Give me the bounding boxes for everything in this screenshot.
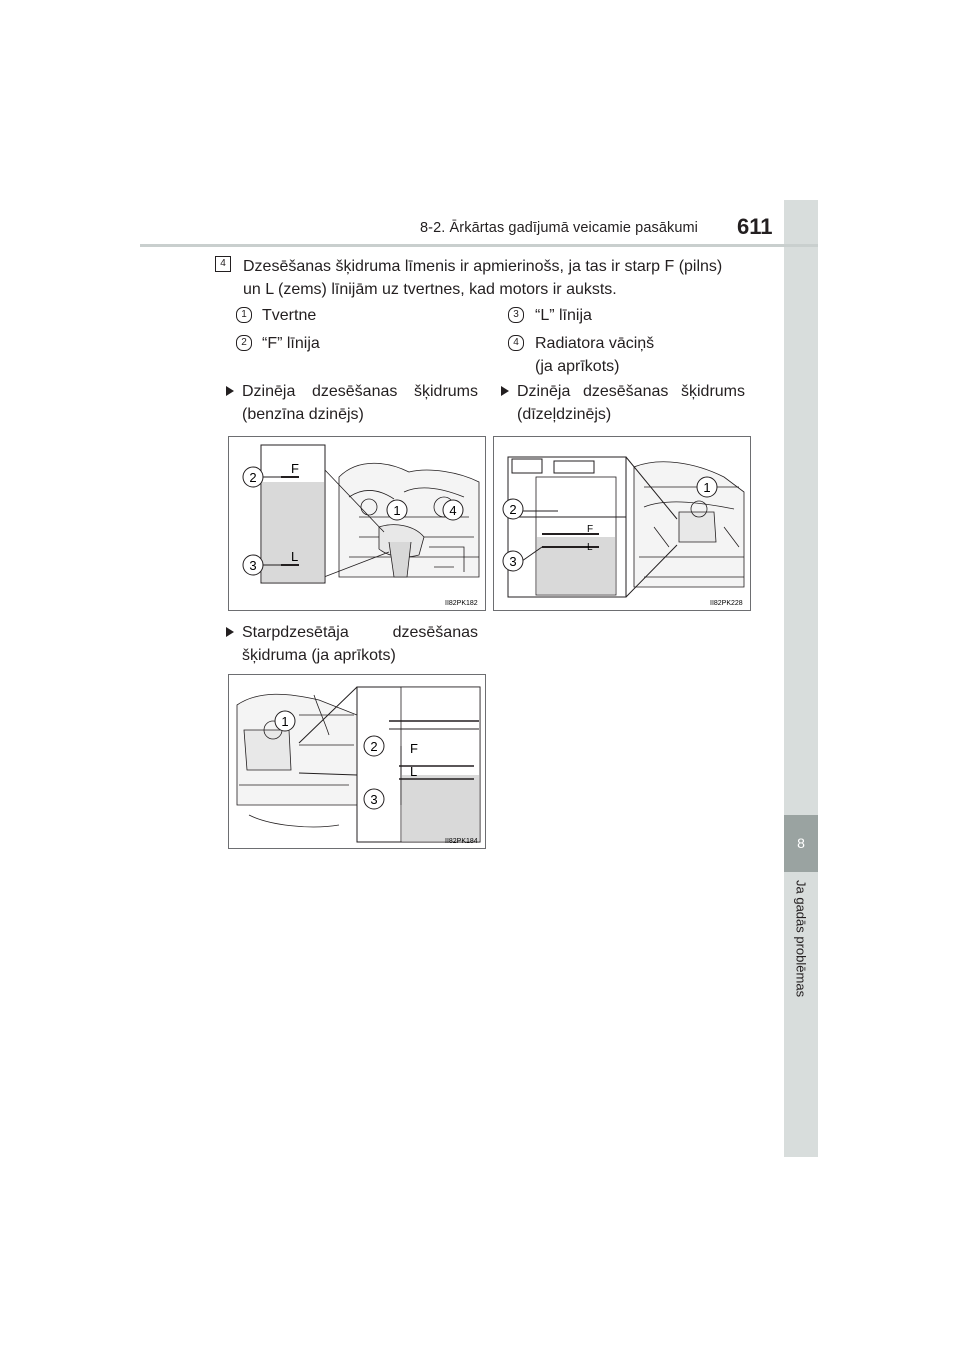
callout-4: 4 [449, 503, 457, 518]
figure-diesel-coolant [493, 436, 751, 611]
legend-number-1: 1 [236, 307, 252, 323]
callout-3: 3 [370, 792, 378, 807]
legend-label-4b: (ja aprīkots) [535, 358, 620, 375]
l-line-label: L [587, 542, 593, 553]
step-number-box: 4 [215, 256, 231, 272]
diesel-heading-line1: Dzinēja dzesēšanas šķidrums [517, 383, 745, 400]
f-line-label: F [410, 741, 418, 756]
callout-2: 2 [370, 739, 378, 754]
legend-label-4a: Radiatora vāciņš [535, 335, 655, 352]
figure-code: II82PK228 [710, 600, 743, 607]
chapter-title [784, 880, 818, 1010]
figure-code: II82PK182 [445, 600, 478, 607]
chapter-title-text: Ja gadās problēmas [793, 880, 809, 998]
legend-label-1: Tvertne [262, 307, 317, 324]
callout-2: 2 [249, 470, 257, 485]
figure-petrol-coolant [228, 436, 486, 611]
step-text-line2: un L (zems) līnijām uz tvertnes, kad motors ir auksts. [243, 281, 617, 298]
legend-number-4: 4 [508, 335, 524, 351]
bullet-arrow-icon [226, 386, 234, 396]
f-line-label: F [291, 461, 299, 476]
diesel-engine-illustration [494, 437, 750, 610]
chapter-side-tab [784, 200, 818, 1157]
legend-label-2: “F” līnija [262, 335, 320, 352]
intercooler-heading-line1: Starpdzesētāja dzesēšanas [242, 624, 478, 641]
legend-number-2: 2 [236, 335, 252, 351]
bullet-arrow-icon [501, 386, 509, 396]
figure-intercooler-coolant [228, 674, 486, 849]
l-line-label: L [410, 764, 418, 779]
callout-1: 1 [703, 480, 711, 495]
page-number: 611 [737, 214, 773, 239]
intercooler-heading-line2: šķidruma (ja aprīkots) [242, 647, 396, 664]
l-line-label: L [291, 549, 299, 564]
callout-3: 3 [249, 558, 257, 573]
petrol-engine-illustration [229, 437, 485, 610]
chapter-number: 8 [784, 815, 818, 872]
figure-code: II82PK184 [445, 838, 478, 845]
callout-2: 2 [509, 502, 517, 517]
intercooler-illustration [229, 675, 485, 848]
diesel-heading-line2: (dīzeļdzinējs) [517, 406, 612, 423]
legend-number-3: 3 [508, 307, 524, 323]
f-line-label: F [587, 524, 594, 535]
petrol-heading-line1: Dzinēja dzesēšanas šķidrums [242, 383, 478, 400]
header-rule [140, 244, 818, 247]
legend-label-3: “L” līnija [535, 307, 592, 324]
callout-1: 1 [393, 503, 401, 518]
step-text-line1: Dzesēšanas šķidruma līmenis ir apmierinošs, ja tas ir starp F (pilns) [243, 258, 723, 275]
petrol-heading-line2: (benzīna dzinējs) [242, 406, 364, 423]
callout-3: 3 [509, 554, 517, 569]
bullet-arrow-icon [226, 627, 234, 637]
section-title: 8-2. Ārkārtas gadījumā veicamie pasākumi [420, 220, 699, 236]
callout-1: 1 [281, 714, 289, 729]
